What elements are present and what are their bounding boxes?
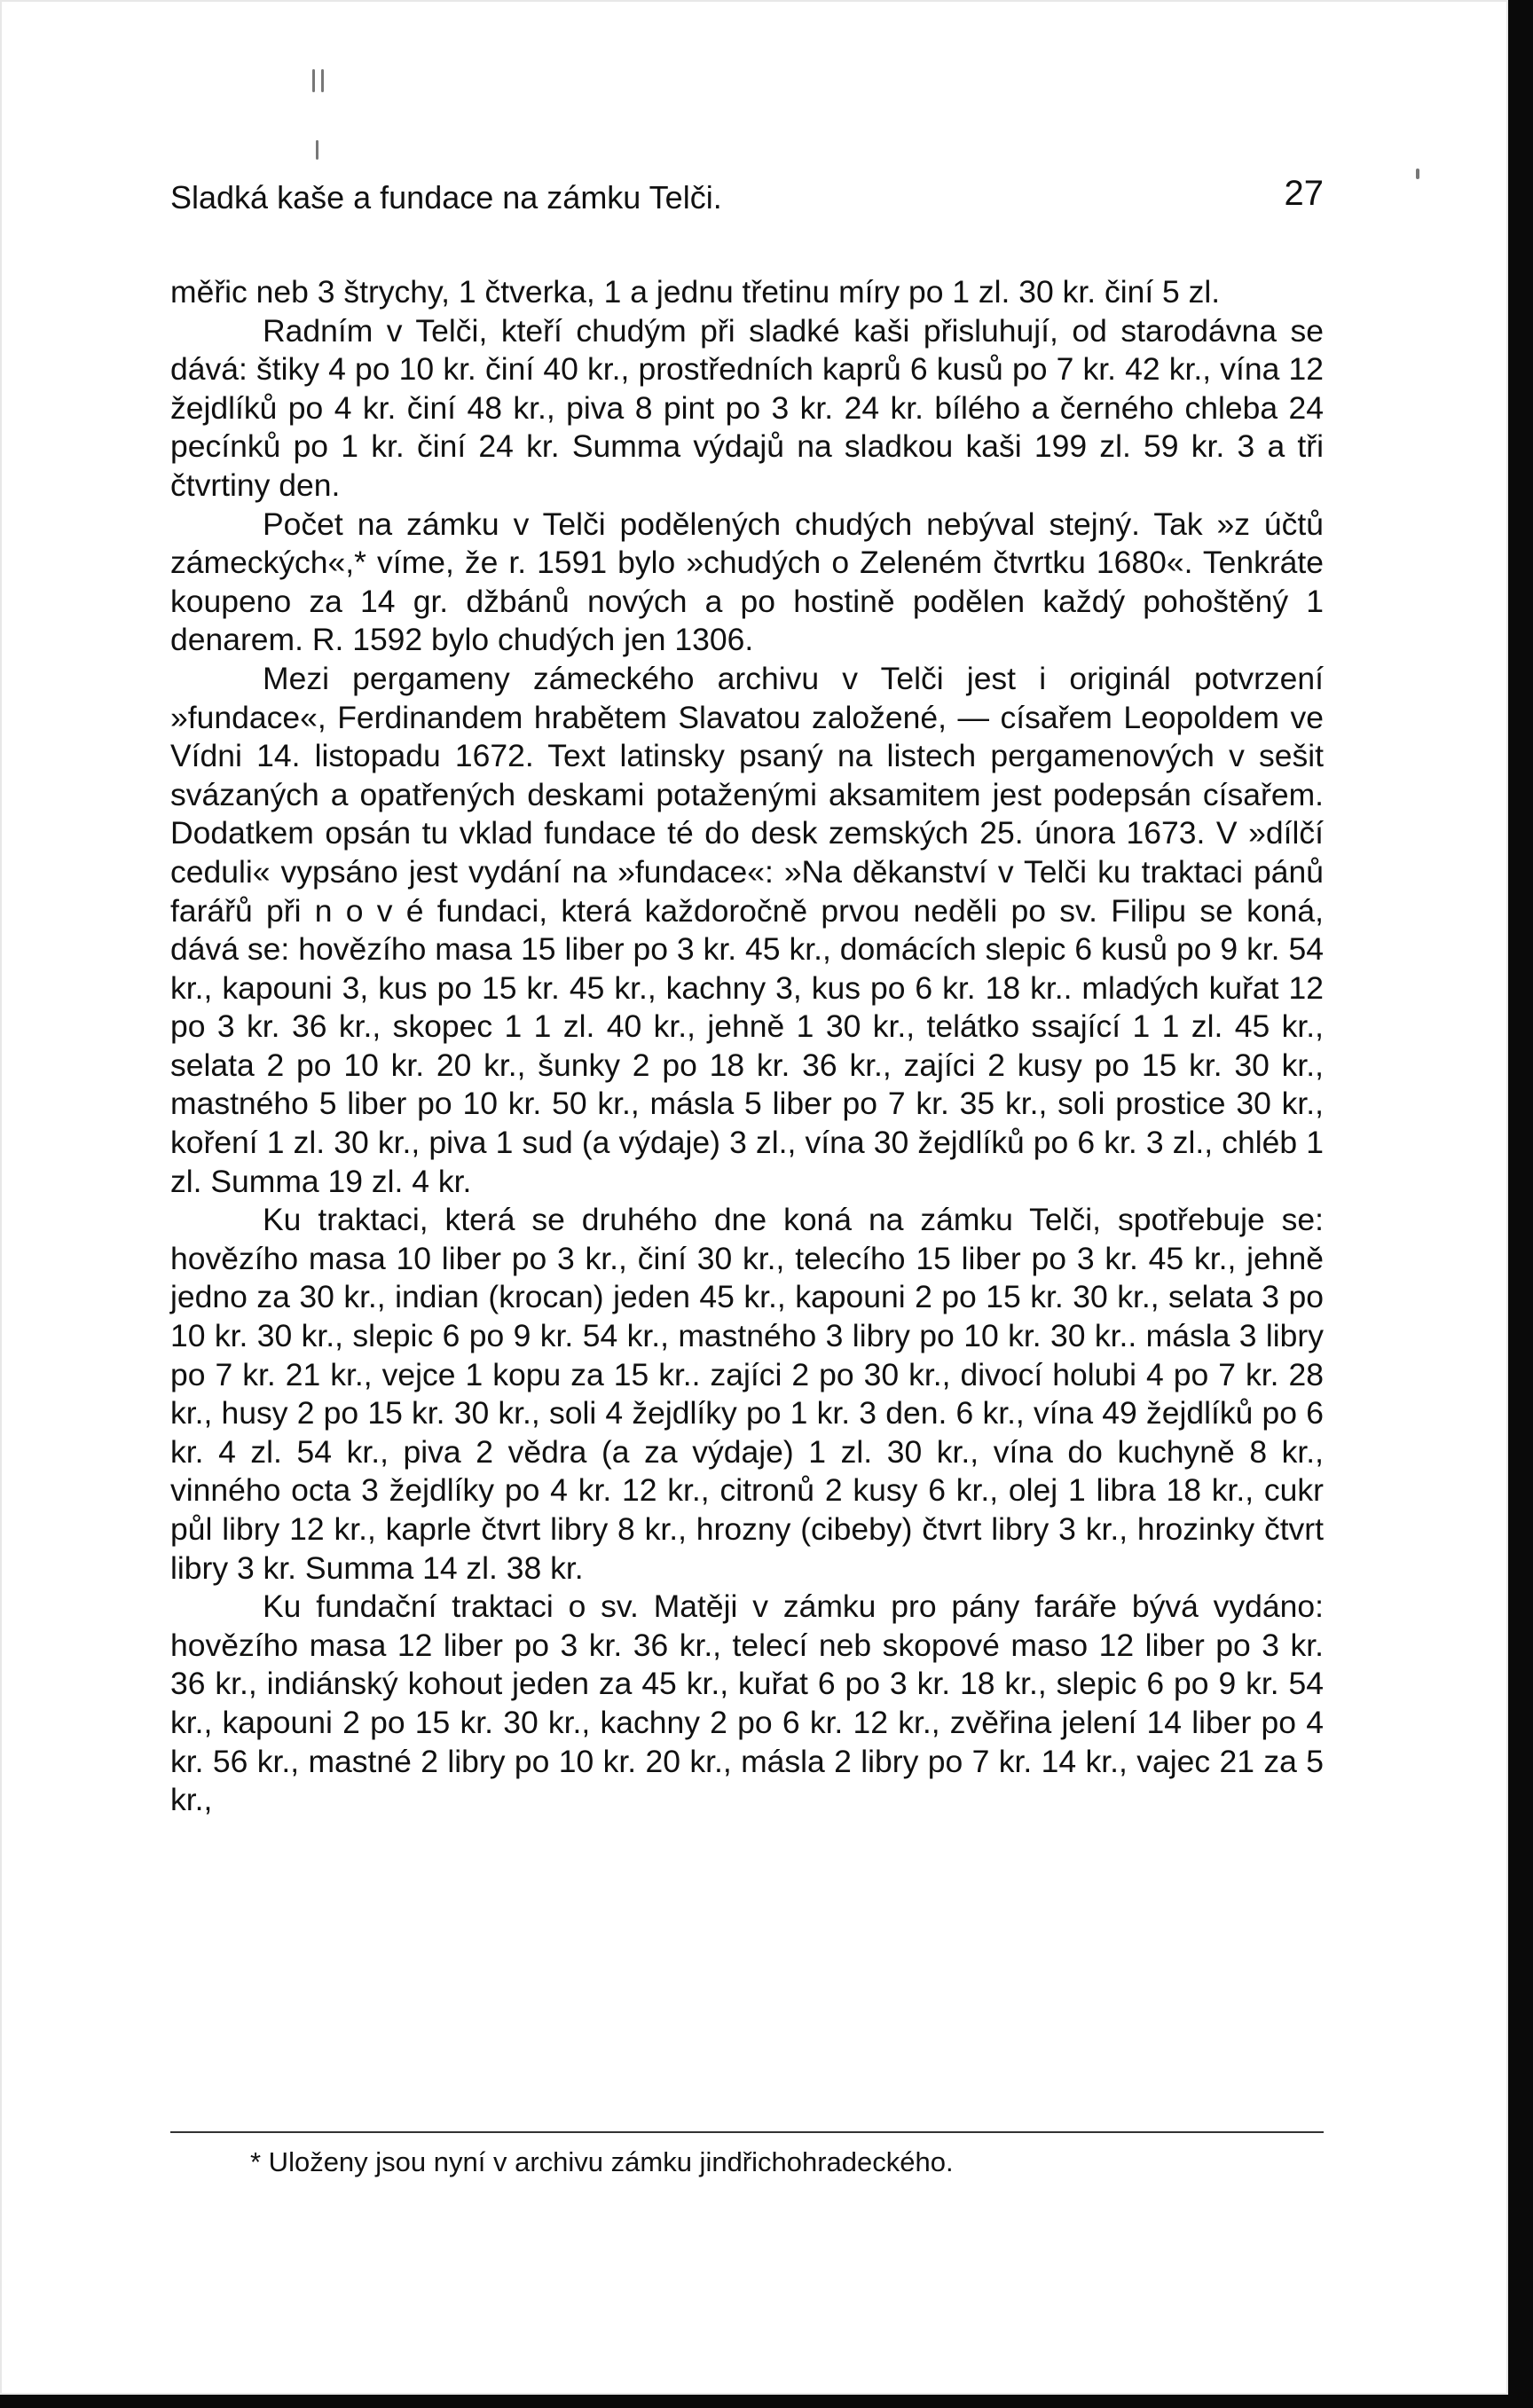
paragraph-5: Ku traktaci, která se druhého dne koná na zámku Telči, spotřebuje se: hovězího masa 10 liber po 3 kr., činí 30 kr., telecího 15 liber po 3 kr. 45 kr., jehně jedno za 30 kr., indian (krocan) jeden 45 kr., kapouni 2 po 15 kr. 30 kr., selata 3 po 10 kr. 30 kr., slepic 6 po 9 kr. 54 kr., mastného 3 libry po 10 kr. 30 kr.. másla 3 libry po 7 kr. 21 kr., vejce 1 kopu za 15 kr.. zajíci 2 po 30 kr., divocí holubi 4 po 7 kr. 28 kr., husy 2 po 15 kr. 30 kr., soli 4 žejdlíky po 1 kr. 3 den. 6 kr., vína 49 žejdlíků po 6 kr. 4 zl. 54 kr., piva 2 vědra (a za výdaje) 1 zl. 30 kr., vína do kuchyně 8 kr., vinného octa 3 žejdlíky po 4 kr. 12 kr., citronů 2 kusy 6 kr., olej 1 libra 18 kr., cukr půl libry 12 kr., kaprle čtvrt libry 8 kr., hrozny (cibeby) čtvrt libry 3 kr., hrozinky čtvrt libry 3 kr. Summa 14 zl. 38 kr.	[170, 1202, 1324, 1586]
scan-speck	[321, 69, 324, 92]
running-title: Sladká kaše a fundace na zámku Telči.	[170, 179, 722, 216]
running-header	[170, 174, 1324, 227]
body-text	[170, 273, 1324, 1820]
scan-speck	[312, 69, 315, 92]
paragraph-4: Mezi pergameny zámeckého archivu v Telči jest i originál potvrzení »fundace«, Ferdinandem hrabětem Slavatou založené, — císařem Leopoldem ve Vídni 14. listopadu 1672. Text latinsky psaný na listech pergamenových v sešit svázaných a opatřených deskami potaženými aksamitem jest podepsán císařem. Dodatkem opsán tu vklad fundace té do desk zemských 25. února 1673. V »dílčí ceduli« vypsáno jest vydání na »fundace«: »Na děkanství v Telči ku traktaci pánů farářů při n o v é fundaci, která každoročně prvou neděli po sv. Filipu se koná, dává se: hovězího masa 15 liber po 3 kr. 45 kr., domácích slepic 6 kusů po 9 kr. 54 kr., kapouni 3, kus po 15 kr. 45 kr., kachny 3, kus po 6 kr. 18 kr.. mladých kuřat 12 po 3 kr. 36 kr., skopec 1 1 zl. 40 kr., jehně 1 30 kr., telátko ssající 1 1 zl. 45 kr., selata 2 po 10 kr. 20 kr., šunky 2 po 18 kr. 36 kr., zajíci 2 kusy po 15 kr. 30 kr., mastného 5 liber po 10 kr. 50 kr., másla 5 liber po 7 kr. 35 kr., soli prostice 30 kr., koření 1 zl. 30 kr., piva 1 sud (a výdaje) 3 zl., vína 30 žejdlíků po 6 kr. 3 zl., chléb 1 zl. Summa 19 zl. 4 kr.	[170, 660, 1324, 1199]
paragraph-3: Počet na zámku v Telči podělených chudých nebýval stejný. Tak »z účtů zámeckých«,* víme, že r. 1591 bylo »chudých o Zeleném čtvrtku 1680«. Tenkráte koupeno za 14 gr. džbánů nových a po hostině podělen každý pohoštěný 1 denarem. R. 1592 bylo chudých jen 1306.	[170, 506, 1324, 658]
paragraph-6: Ku fundační traktaci o sv. Matěji v zámku pro pány faráře bývá vydáno: hovězího masa 12 liber po 3 kr. 36 kr., telecí neb skopové maso 12 liber po 3 kr. 36 kr., indiánský kohout jeden za 45 kr., kuřat 6 po 3 kr. 18 kr., slepic 6 po 9 kr. 54 kr., kapouni 2 po 15 kr. 30 kr., kachny 2 po 6 kr. 12 kr., zvěřina jelení 14 liber po 4 kr. 56 kr., mastné 2 libry po 10 kr. 20 kr., másla 2 libry po 7 kr. 14 kr., vajec 21 za 5 kr.,	[170, 1588, 1324, 1818]
scan-speck	[1416, 169, 1419, 179]
page-number: 27	[1284, 174, 1324, 213]
paragraph-1: měřic neb 3 štrychy, 1 čtverka, 1 a jednu třetinu míry po 1 zl. 30 kr. činí 5 zl.	[170, 274, 1221, 310]
scan-speck	[316, 140, 318, 160]
footnote-divider	[170, 2131, 1324, 2133]
footnote: * Uloženy jsou nyní v archivu zámku jindřichohradeckého.	[250, 2146, 954, 2177]
paragraph-2: Radním v Telči, kteří chudým při sladké kaši přisluhují, od starodávna se dává: štiky 4 po 10 kr. činí 40 kr., prostředních kaprů 6 kusů po 7 kr. 42 kr., vína 12 žejdlíků po 4 kr. činí 48 kr., piva 8 pint po 3 kr. 24 kr. bílého a černého chleba 24 pecínků po 1 kr. činí 24 kr. Summa výdajů na sladkou kaši 199 zl. 59 kr. 3 a tři čtvrtiny den.	[170, 312, 1324, 503]
